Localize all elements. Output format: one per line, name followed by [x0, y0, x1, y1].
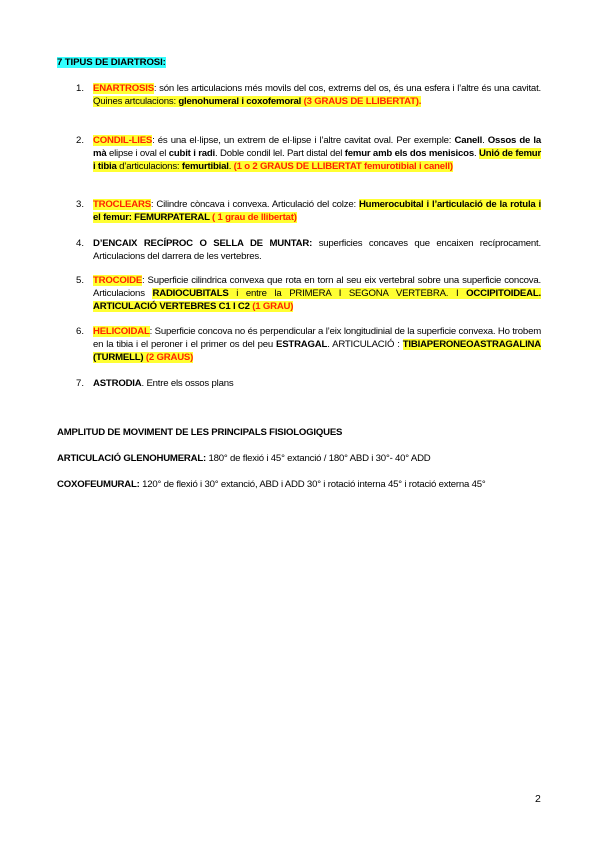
item-number: 1.	[76, 83, 85, 94]
highlight-red: (2 GRAUS)	[143, 352, 194, 363]
highlight-bold: femurtibial	[181, 161, 229, 172]
item-number: 2.	[76, 135, 85, 146]
item-bold: femur amb els dos menisicos	[344, 148, 474, 159]
item-term: CONDIL-LIES	[93, 135, 153, 146]
item-term: ENARTROSIS	[93, 83, 154, 94]
item-term: D’ENCAIX RECÍPROC O SELLA DE MUNTAR:	[93, 238, 313, 249]
item-text: : són les articulacions més movils del cos, extrems del os, és una esfera i l’altre és una cavitat.	[153, 83, 541, 94]
item-text: .	[473, 148, 479, 159]
item-term: TROCLEARS	[93, 199, 151, 210]
item-body	[93, 325, 541, 364]
item-number: 3.	[76, 199, 85, 210]
highlight-text: d’articulacions:	[116, 161, 182, 172]
item-number: 6.	[76, 326, 85, 337]
item-bold: Canell	[454, 135, 483, 146]
highlight-red: (3 GRAUS DE LLIBERTAT)	[301, 96, 419, 107]
coxofemural-text: 120° de flexió i 30° extanció, ABD i ADD 30° i rotació interna 45° i rotació externa 45°	[139, 479, 486, 490]
highlight-bold: TIBIAPERONEOASTRAGALINA (TURMELL)	[93, 339, 541, 363]
highlight-red: (1 o 2 GRAUS DE LLIBERTAT femurotibial i canell)	[233, 161, 453, 172]
highlight-red: (1 GRAU)	[249, 301, 294, 312]
item-text: : és una el·lipse, un extrem de el·lipse i l’altre cavitat oval. Per exemple:	[152, 135, 455, 146]
highlight-bold: OCCIPITOIDEAL. ARTICULACIÓ VERTEBRES C1 I C2	[93, 288, 541, 312]
item-highlight	[93, 96, 421, 107]
glenohumeral-paragraph	[57, 452, 543, 465]
highlight-bold: Unió de femur i tibia	[93, 148, 541, 172]
amplitude-title: AMPLITUD DE MOVIMENT DE LES PRINCIPALS FISIOLOGIQUES	[57, 427, 343, 438]
glenohumeral-text: 180° de flexió i 45° extanció / 180° ABD i 30°- 40° ADD	[206, 453, 431, 464]
item-term: HELICOIDAL	[93, 326, 150, 337]
item-text: . Entre els ossos plans	[141, 378, 234, 389]
item-text: .	[482, 135, 488, 146]
item-body	[93, 237, 541, 263]
highlight-bold: glenohumeral i coxofemoral	[178, 96, 302, 107]
item-bold: ESTRAGAL	[276, 339, 328, 350]
item-highlight: RADIOCUBITALS	[152, 288, 229, 299]
item-text: : Cilindre còncava i convexa. Articulació del colze:	[150, 199, 359, 210]
item-text: : Superficie cilindrica convexa que rota en torn al seu eix vertebral sobre una superficie concova. Articulacions	[93, 275, 541, 299]
highlight-bold: Humerocubital i l’articulació de la rotula i el femur: FEMURPATERAL	[93, 199, 542, 223]
item-body	[93, 82, 541, 108]
item-text: . Doble condil lel. Part distal del	[215, 148, 345, 159]
item-body	[93, 134, 541, 173]
item-highlight-text: i entre la PRIMERA I SEGONA VERTEBRA. I	[228, 288, 467, 299]
glenohumeral-label: ARTICULACIÓ GLENOHUMERAL:	[57, 453, 207, 464]
section-title	[57, 56, 166, 69]
item-body	[93, 274, 541, 313]
item-text: : Superficie concova no és perpendicular a l’eix longitudinial de la superficie convexa. Ho trobem en la tibia i el peroner i el primer os del peu	[93, 326, 541, 350]
item-body	[93, 377, 541, 390]
item-term: ASTRODIA	[93, 378, 142, 389]
highlight-red: ( 1 grau de llibertat)	[209, 212, 297, 223]
item-bold: Ossos de la mà	[93, 135, 542, 159]
coxofemural-paragraph	[57, 478, 543, 491]
item-number: 4.	[76, 238, 85, 249]
highlight-text: .	[228, 161, 234, 172]
coxofemural-label: COXOFEUMURAL:	[57, 479, 140, 490]
item-bold: cubit i radi	[168, 148, 215, 159]
highlight-text: Quines artculacions:	[93, 96, 179, 107]
highlight-end: .	[418, 96, 422, 107]
item-text: . ARTICULACIÓ :	[327, 339, 403, 350]
section-title-text: 7 TIPUS DE DIARTROSI:	[57, 57, 166, 68]
page-number: 2	[535, 793, 541, 805]
item-number: 7.	[76, 378, 85, 389]
item-text: superficies concaves que encaixen recíprocament. Articulacions del darrera de les vertebres.	[93, 238, 541, 262]
item-term: TROCOIDE	[93, 275, 143, 286]
item-text: elipse i oval el	[106, 148, 169, 159]
item-body	[93, 198, 541, 224]
item-number: 5.	[76, 275, 85, 286]
